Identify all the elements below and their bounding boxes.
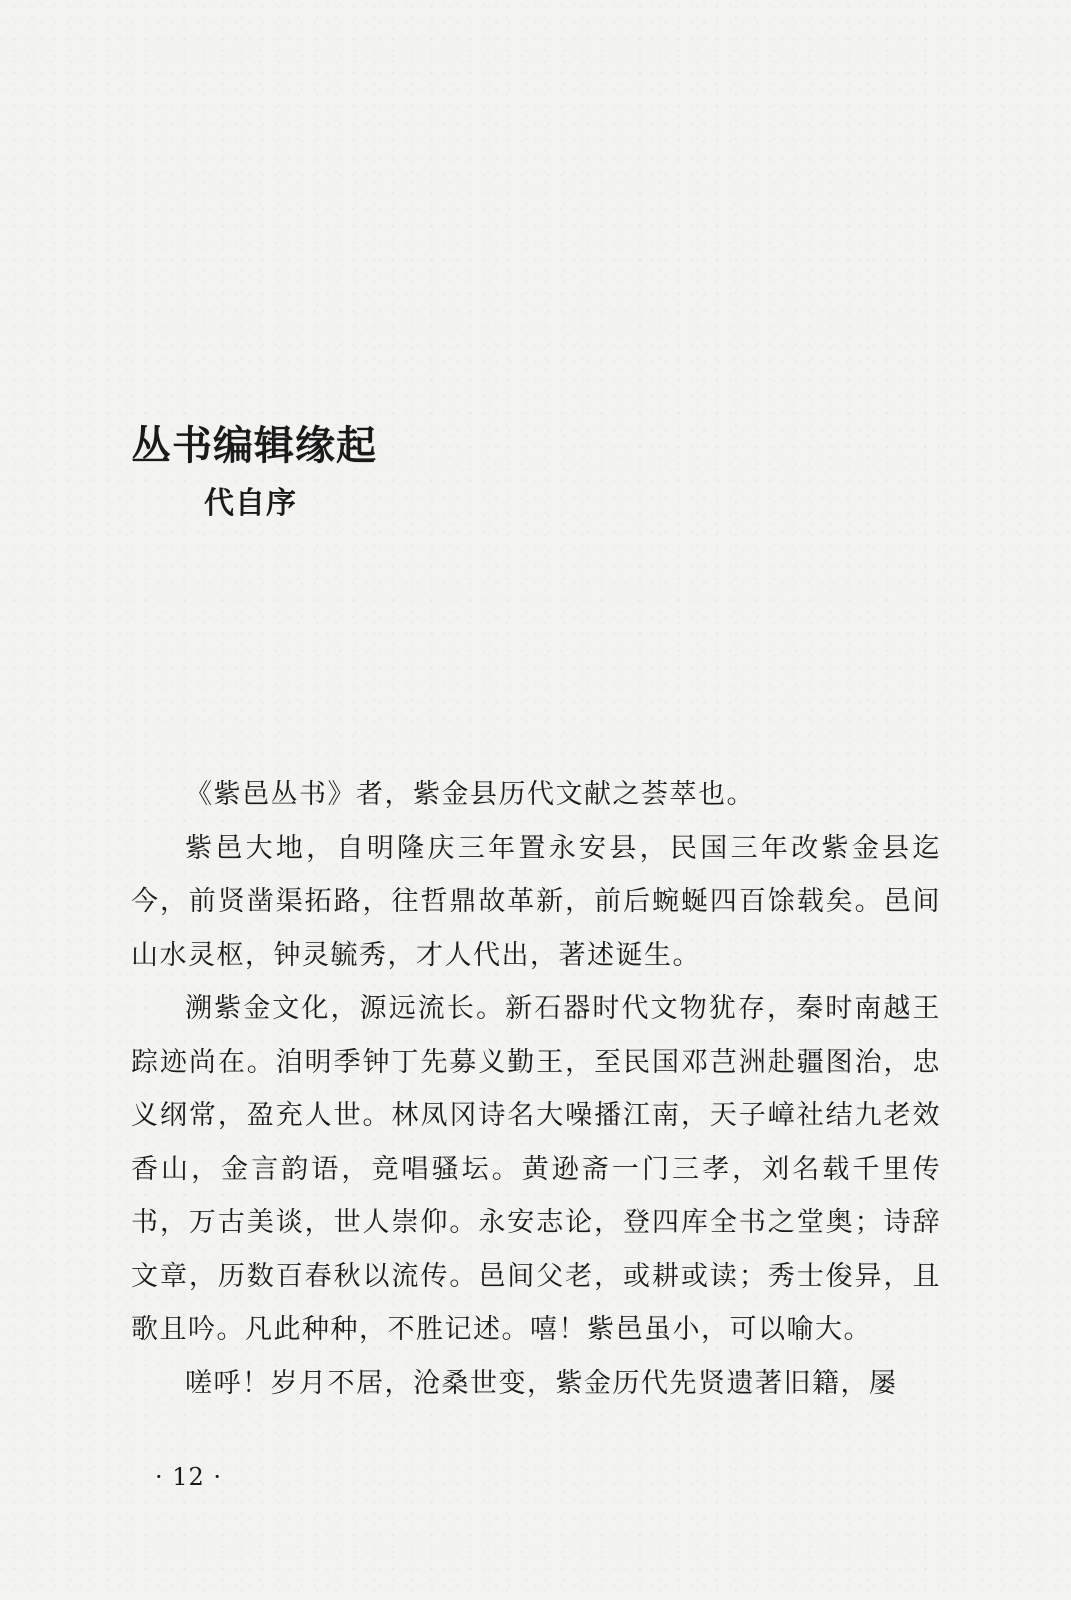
body-text bbox=[131, 768, 941, 1410]
paragraph: 紫邑大地，自明隆庆三年置永安县，民国三年改紫金县迄今，前贤凿渠拓路，往哲鼎故革新，前后蜿蜒四百馀载矣。邑间山水灵枢，钟灵毓秀，才人代出，著述诞生。 bbox=[131, 832, 941, 971]
paragraph: 《紫邑丛书》者，紫金县历代文献之荟萃也。 bbox=[185, 779, 755, 810]
paragraph: 溯紫金文化，源远流长。新石器时代文物犹存，秦时南越王踪迹尚在。洎明季钟丁先募义勤王，至民国邓芑洲赴疆图治，忠义纲常，盈充人世。林凤冈诗名大噪播江南，天子嶂社结九老效香山，金言韵语，竞唱骚坛。黄逊斋一门三孝，刘名载千里传书，万古美谈，世人崇仰。永安志论，登四库全书之堂奥；诗辞文章，历数百春秋以流传。邑间父老，或耕或读；秀士俊异，且歌且吟。凡此种种，不胜记述。嘻！紫邑虽小，可以喻大。 bbox=[131, 993, 941, 1345]
page-number: · 12 · bbox=[155, 1463, 223, 1491]
chapter-subtitle: 代自序 bbox=[204, 486, 297, 521]
paragraph: 嗟呼！岁月不居，沧桑世变，紫金历代先贤遗著旧籍，屡 bbox=[185, 1367, 898, 1399]
chapter-title: 丛书编辑缘起 bbox=[131, 423, 377, 469]
